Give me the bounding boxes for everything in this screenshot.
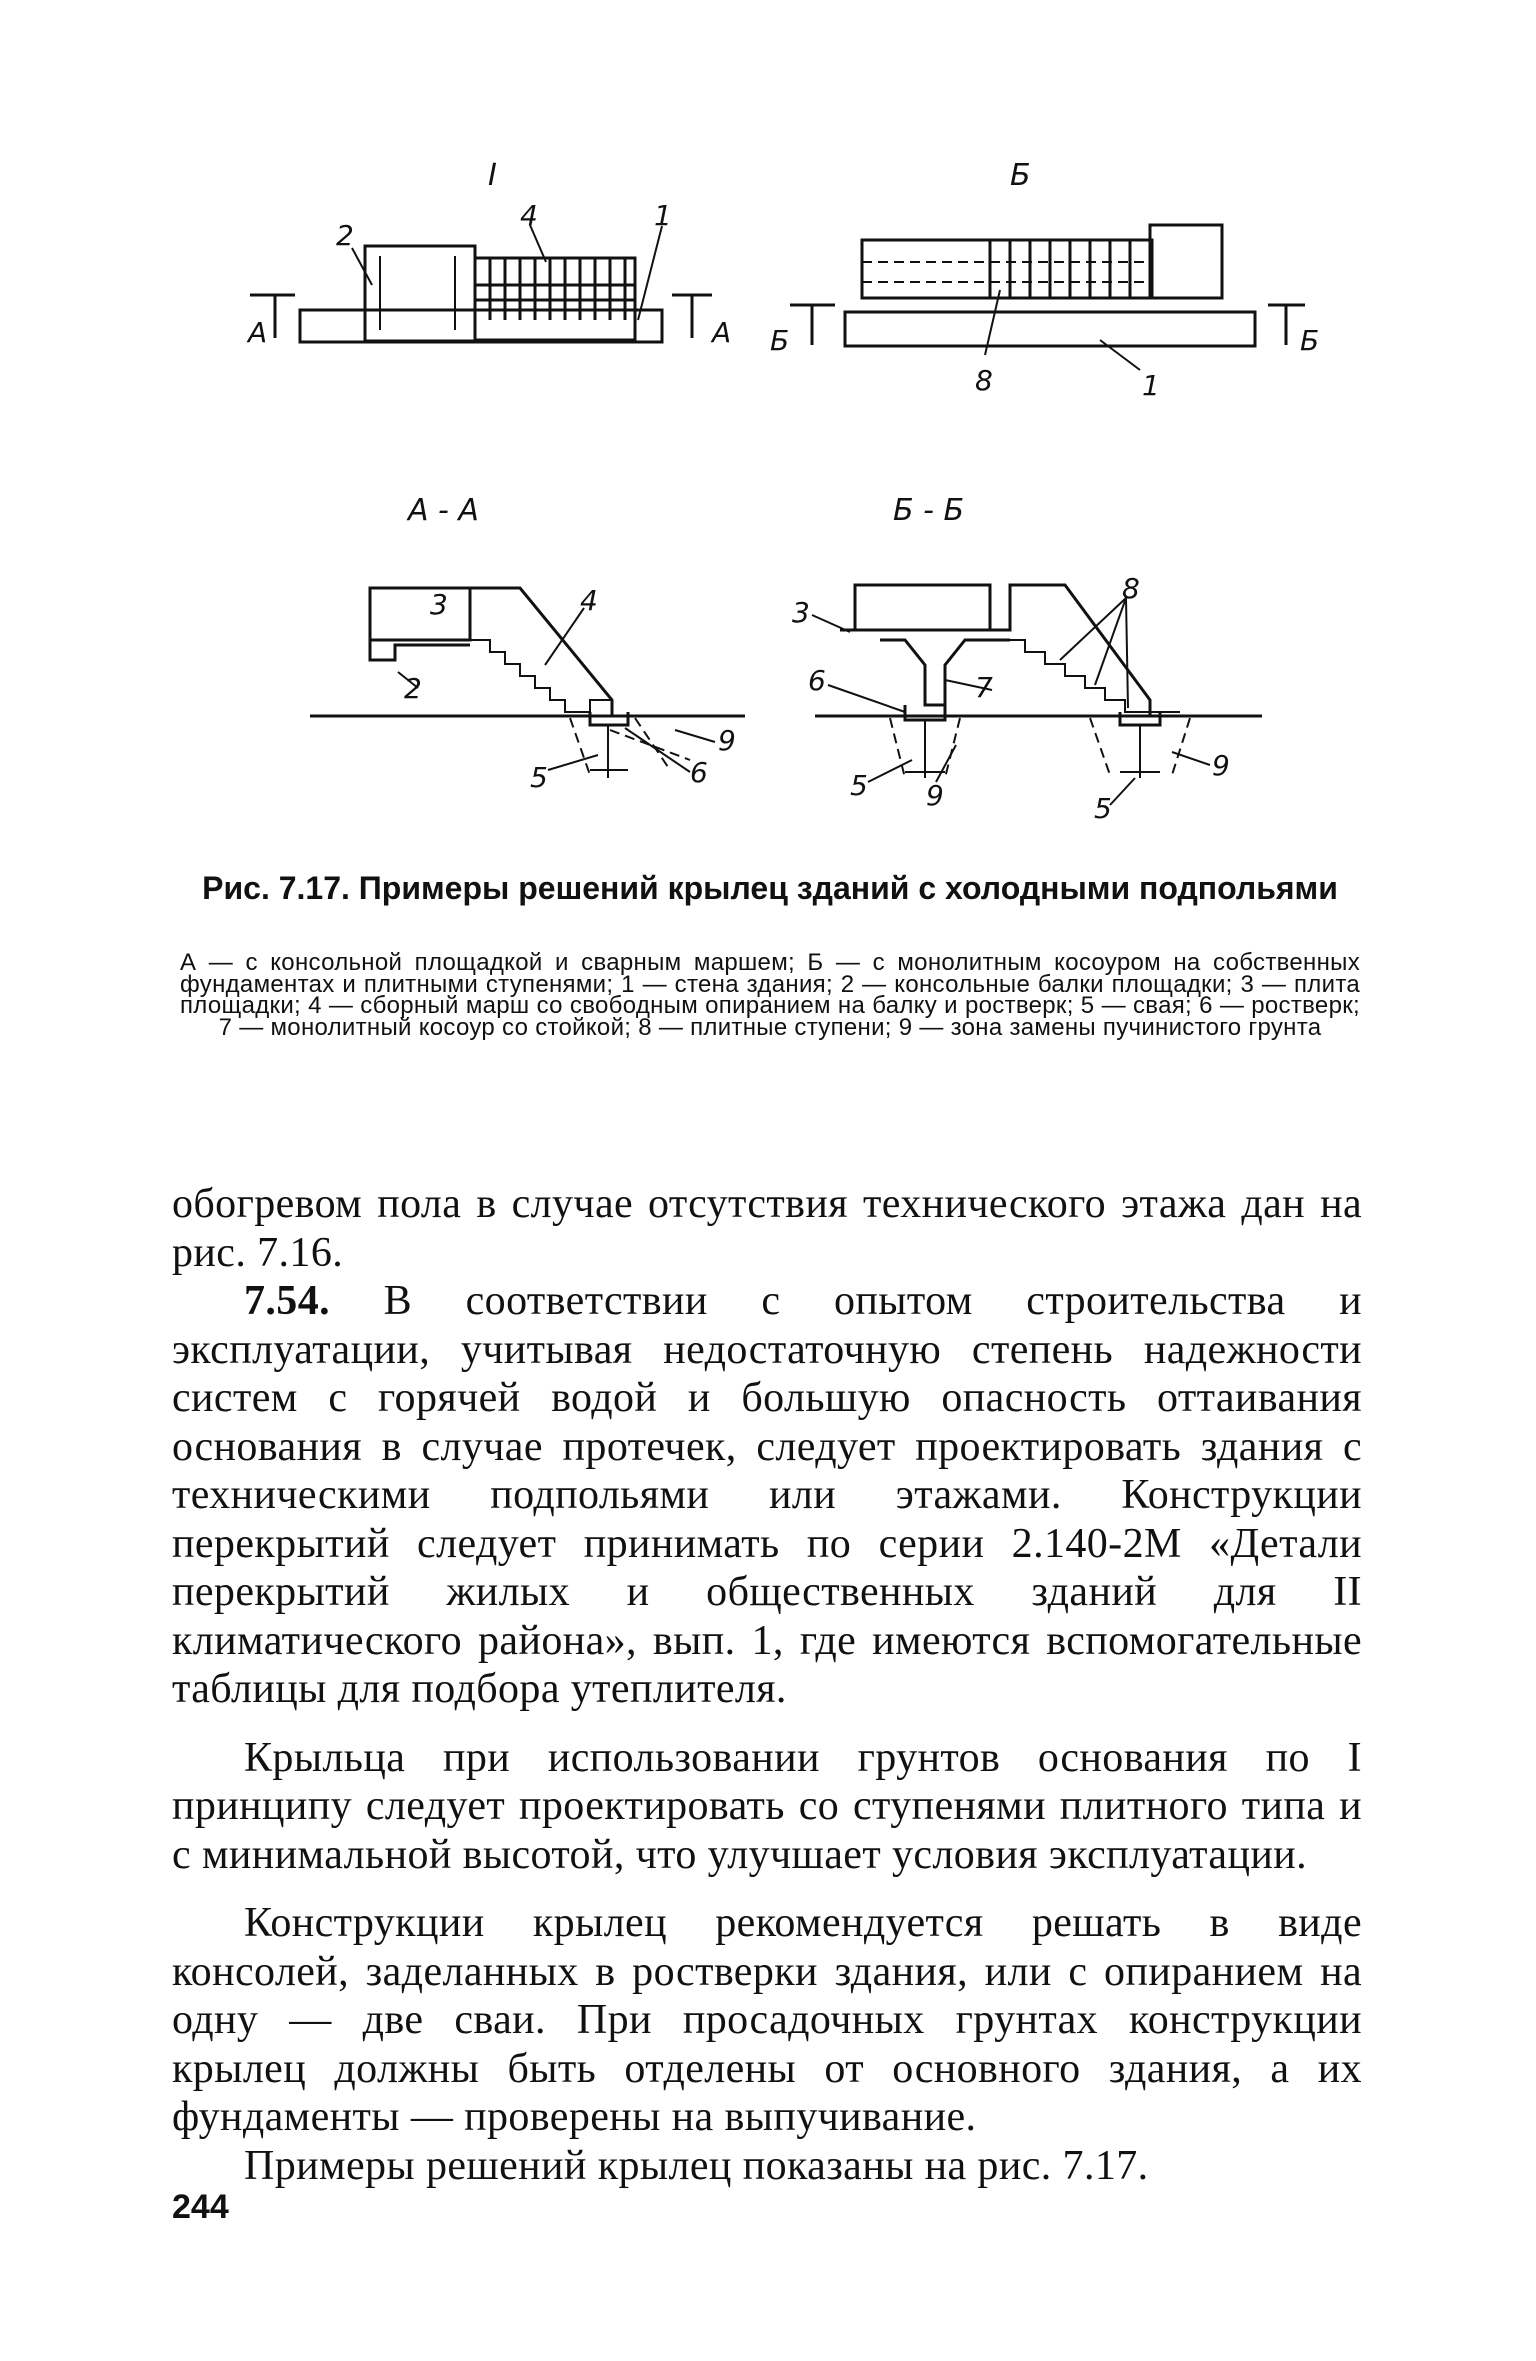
plan-a-landing bbox=[365, 246, 475, 341]
body-text bbox=[172, 1180, 1362, 2190]
section-b-callout-5-left: 5 bbox=[850, 769, 868, 802]
plan-a-callout-1: 1 bbox=[654, 199, 672, 232]
section-b-drawing bbox=[792, 572, 1262, 825]
plan-b-title: Б bbox=[1010, 158, 1031, 193]
paragraph-consoles: Конструкции крылец рекомендуется решать в виде консолей, заделанных в ростверки здания, или с опиранием на одну — две сваи. При просадочных грунтах конструкции крылец должны быть отделены от основного здания, а их фундаменты — проверены на выпучивание. bbox=[172, 1900, 1362, 2140]
section-a-callout-3: 3 bbox=[430, 588, 448, 621]
section-b-callout-5-right: 5 bbox=[1094, 792, 1112, 825]
plan-b-slab bbox=[845, 312, 1255, 346]
plan-b-landing bbox=[1150, 225, 1222, 298]
plan-a-drawing bbox=[246, 158, 731, 349]
plan-a-slab bbox=[300, 310, 662, 342]
plan-b-cut-letter-right: Б bbox=[1300, 324, 1320, 357]
plan-a-title: I bbox=[488, 158, 497, 193]
paragraph-7-54 bbox=[172, 1277, 1362, 1714]
section-b-callout-8: 8 bbox=[1122, 572, 1140, 605]
section-b-title: Б - Б bbox=[893, 493, 965, 528]
plan-a-callout-4: 4 bbox=[520, 199, 538, 232]
section-b-callout-7: 7 bbox=[975, 671, 993, 704]
section-b-callout-9-left: 9 bbox=[926, 779, 944, 812]
plan-a-callout-2: 2 bbox=[336, 219, 354, 252]
section-a-callout-2: 2 bbox=[404, 672, 422, 705]
section-a-callout-4: 4 bbox=[580, 584, 598, 617]
plan-a-cut-letter-right: А bbox=[712, 316, 732, 349]
figure-caption-legend: А — с консольной площадкой и сварным маршем; Б — с монолитным косоуром на собственных фундаментах и плитными ступенями; 1 — стена здания; 2 — консольные балки площадки; 3 — плита площадки; 4 — сборный марш со свободным опиранием на балку и ростверк; 5 — свая; 6 — ростверк; 7 — монолитный косоур со стойкой; 8 — плитные ступени; 9 — зона замены пучинистого грунта bbox=[180, 949, 1360, 1041]
section-a-callout-5: 5 bbox=[530, 761, 548, 794]
plan-b-callout-8: 8 bbox=[975, 364, 993, 397]
figure-7-17 bbox=[0, 0, 1536, 880]
section-number: 7.54. bbox=[244, 1278, 330, 1324]
plan-a-cut-letter-left: А bbox=[248, 316, 268, 349]
section-a-landing-slab bbox=[370, 588, 470, 640]
section-b-callout-9-right: 9 bbox=[1212, 749, 1230, 782]
section-a-callout-6: 6 bbox=[690, 756, 708, 789]
section-a-callout-9: 9 bbox=[718, 724, 736, 757]
section-a-title: А - А bbox=[408, 493, 479, 528]
section-b-callout-6: 6 bbox=[808, 664, 826, 697]
paragraph-examples: Примеры решений крылец показаны на рис. 7.17. bbox=[244, 2142, 1149, 2189]
figure-caption-title: Рис. 7.17. Примеры решений крылец зданий с холодными подпольями bbox=[202, 870, 1338, 906]
page-number: 244 bbox=[172, 2188, 229, 2226]
paragraph-continuation: обогревом пола в случае отсутствия технического этажа дан на рис. 7.16. bbox=[172, 1181, 1362, 1276]
paragraph-7-54-text: В соответствии с опытом строительства и эксплуатации, учитывая недостаточную степень надежности систем с горячей водой и большую опасность оттаивания основания в случае протечек, следует проектировать здания с техническими подпольями или этажами. Конструкции перекрытий следует принимать по серии 2.140-2М «Детали перекрытий жилых и общественных зданий для II климатического района», вып. 1, где имеются вспомогательные таблицы для подбора утеплителя. bbox=[172, 1278, 1362, 1712]
paragraph-steps: Крыльца при использовании грунтов основания по I принципу следует проектировать со ступенями плитного типа и с минимальной высотой, что улучшает условия эксплуатации. bbox=[172, 1734, 1362, 1878]
section-b-callout-3: 3 bbox=[792, 596, 810, 629]
plan-b-cut-letter-left: Б bbox=[770, 324, 790, 357]
section-a-drawing bbox=[310, 584, 745, 794]
section-b-landing-slab bbox=[855, 585, 990, 630]
plan-b-callout-1: 1 bbox=[1142, 369, 1160, 402]
plan-b-drawing bbox=[770, 158, 1319, 402]
